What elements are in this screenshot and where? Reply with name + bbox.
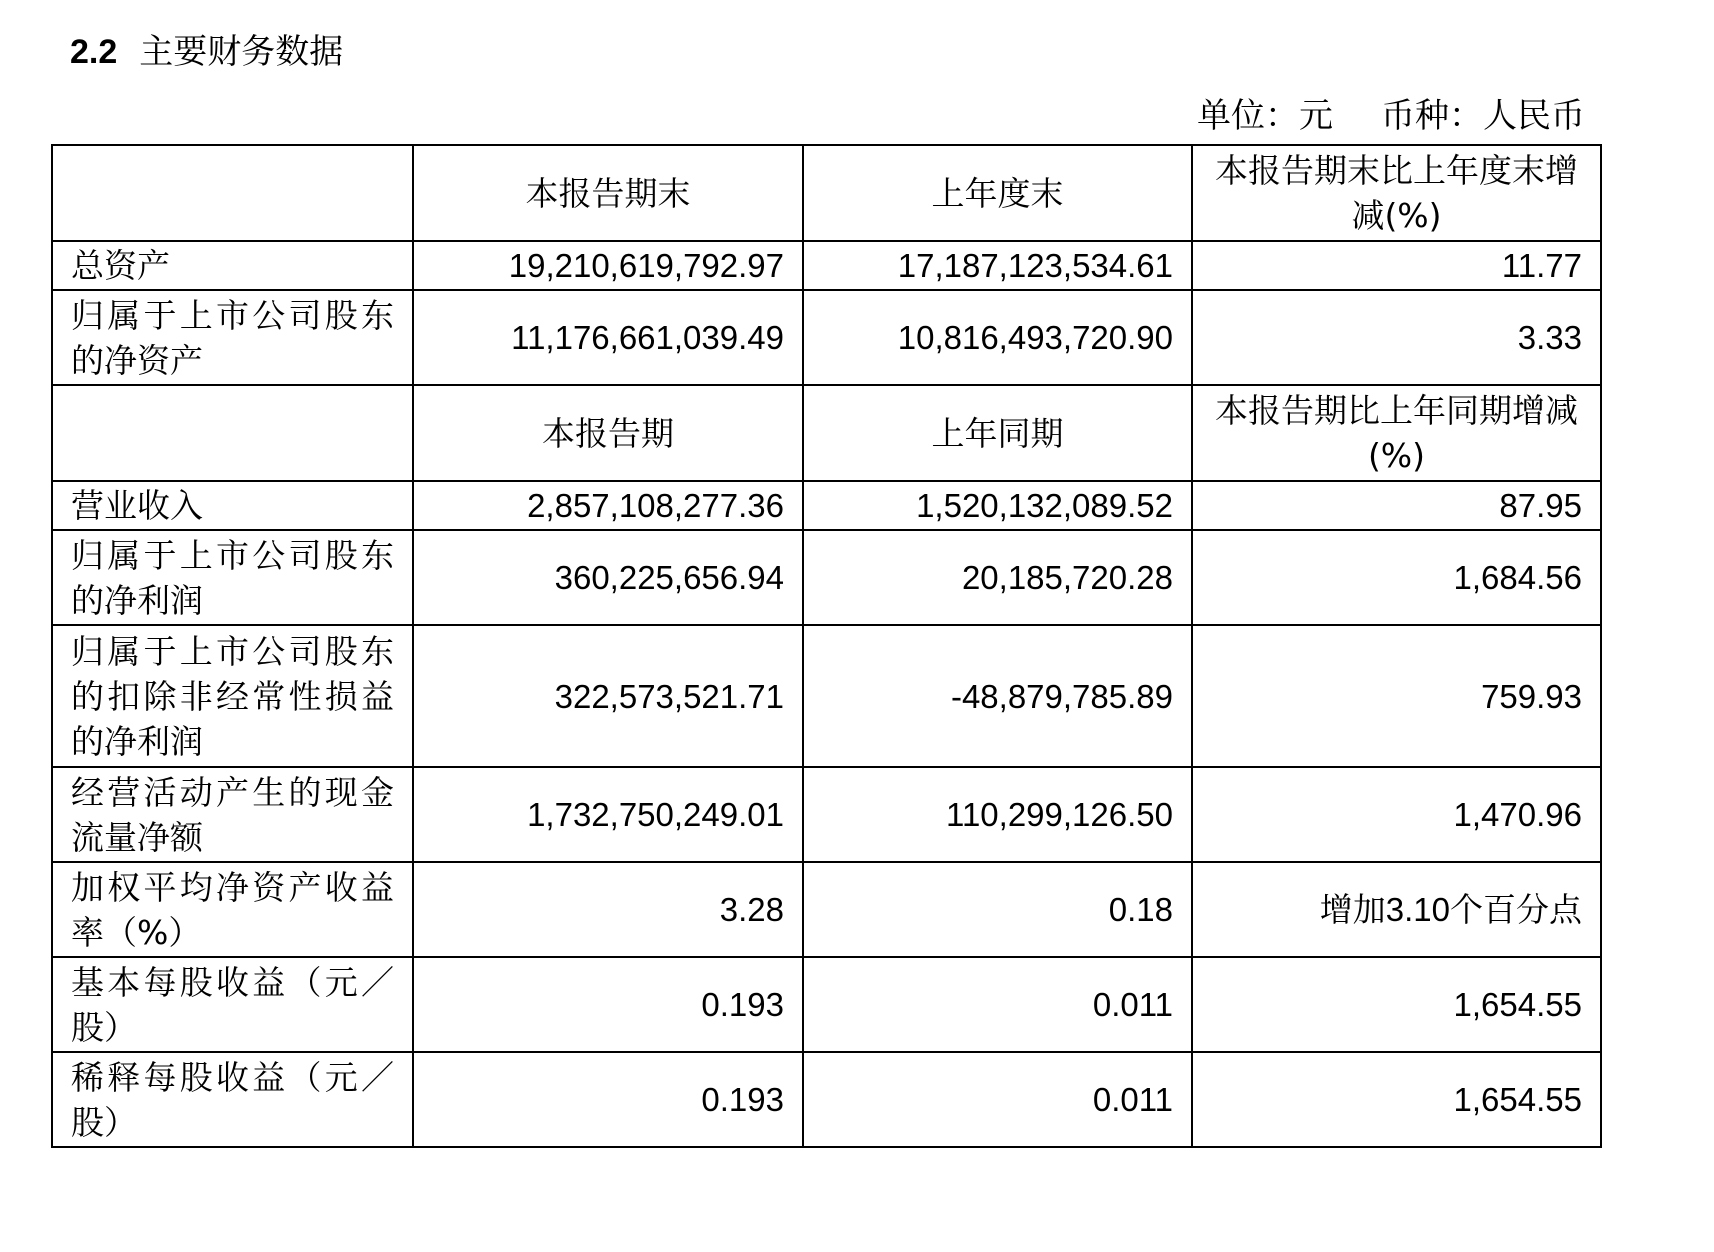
change-value: 1,470.96 (1192, 767, 1601, 862)
column-header-prior-year-end: 上年度末 (803, 145, 1192, 241)
table-row (52, 1052, 1601, 1147)
previous-value: 1,520,132,089.52 (803, 481, 1192, 530)
change-value: 1,654.55 (1192, 957, 1601, 1052)
change-value: 1,654.55 (1192, 1052, 1601, 1147)
header-blank-cell (52, 145, 413, 241)
table-row (52, 625, 1601, 767)
table-row (52, 957, 1601, 1052)
row-label: 稀释每股收益（元／股） (52, 1052, 413, 1147)
previous-value: 20,185,720.28 (803, 530, 1192, 625)
current-value: 360,225,656.94 (413, 530, 803, 625)
current-value: 0.193 (413, 957, 803, 1052)
change-value: 759.93 (1192, 625, 1601, 767)
table-row (52, 862, 1601, 957)
financial-data-table (51, 144, 1602, 1148)
row-label: 归属于上市公司股东的净资产 (52, 290, 413, 385)
table-row (52, 767, 1601, 862)
table-header-row (52, 145, 1601, 241)
current-value: 11,176,661,039.49 (413, 290, 803, 385)
previous-value: -48,879,785.89 (803, 625, 1192, 767)
header-blank-cell (52, 385, 413, 481)
current-value: 2,857,108,277.36 (413, 481, 803, 530)
change-value: 11.77 (1192, 241, 1601, 290)
section-title: 主要财务数据 (139, 32, 344, 72)
change-value: 3.33 (1192, 290, 1601, 385)
unit-currency-note (1197, 92, 1585, 140)
row-label: 加权平均净资产收益率（%） (52, 862, 413, 957)
column-header-current-period: 本报告期 (413, 385, 803, 481)
previous-value: 0.011 (803, 1052, 1192, 1147)
unit-label: 单位：元 (1197, 96, 1333, 136)
previous-value: 110,299,126.50 (803, 767, 1192, 862)
row-label: 经营活动产生的现金流量净额 (52, 767, 413, 862)
current-value: 1,732,750,249.01 (413, 767, 803, 862)
previous-value: 17,187,123,534.61 (803, 241, 1192, 290)
previous-value: 10,816,493,720.90 (803, 290, 1192, 385)
row-label: 基本每股收益（元／股） (52, 957, 413, 1052)
current-value: 19,210,619,792.97 (413, 241, 803, 290)
table-row (52, 290, 1601, 385)
column-header-yoy-change-pct: 本报告期比上年同期增减(%) (1192, 385, 1601, 481)
section-heading (70, 28, 343, 76)
current-value: 3.28 (413, 862, 803, 957)
column-header-prior-period: 上年同期 (803, 385, 1192, 481)
change-value: 87.95 (1192, 481, 1601, 530)
table-row (52, 241, 1601, 290)
current-value: 322,573,521.71 (413, 625, 803, 767)
table-row (52, 530, 1601, 625)
column-header-change-pct: 本报告期末比上年度末增减(%) (1192, 145, 1601, 241)
row-label: 归属于上市公司股东的净利润 (52, 530, 413, 625)
previous-value: 0.18 (803, 862, 1192, 957)
row-label: 总资产 (52, 241, 413, 290)
table-row (52, 481, 1601, 530)
change-value: 1,684.56 (1192, 530, 1601, 625)
table-header-row (52, 385, 1601, 481)
section-number: 2.2 (70, 33, 118, 71)
change-value: 增加3.10个百分点 (1192, 862, 1601, 957)
row-label: 归属于上市公司股东的扣除非经常性损益的净利润 (52, 625, 413, 767)
row-label: 营业收入 (52, 481, 413, 530)
current-value: 0.193 (413, 1052, 803, 1147)
column-header-period-end: 本报告期末 (413, 145, 803, 241)
previous-value: 0.011 (803, 957, 1192, 1052)
currency-label: 币种：人民币 (1381, 96, 1585, 136)
